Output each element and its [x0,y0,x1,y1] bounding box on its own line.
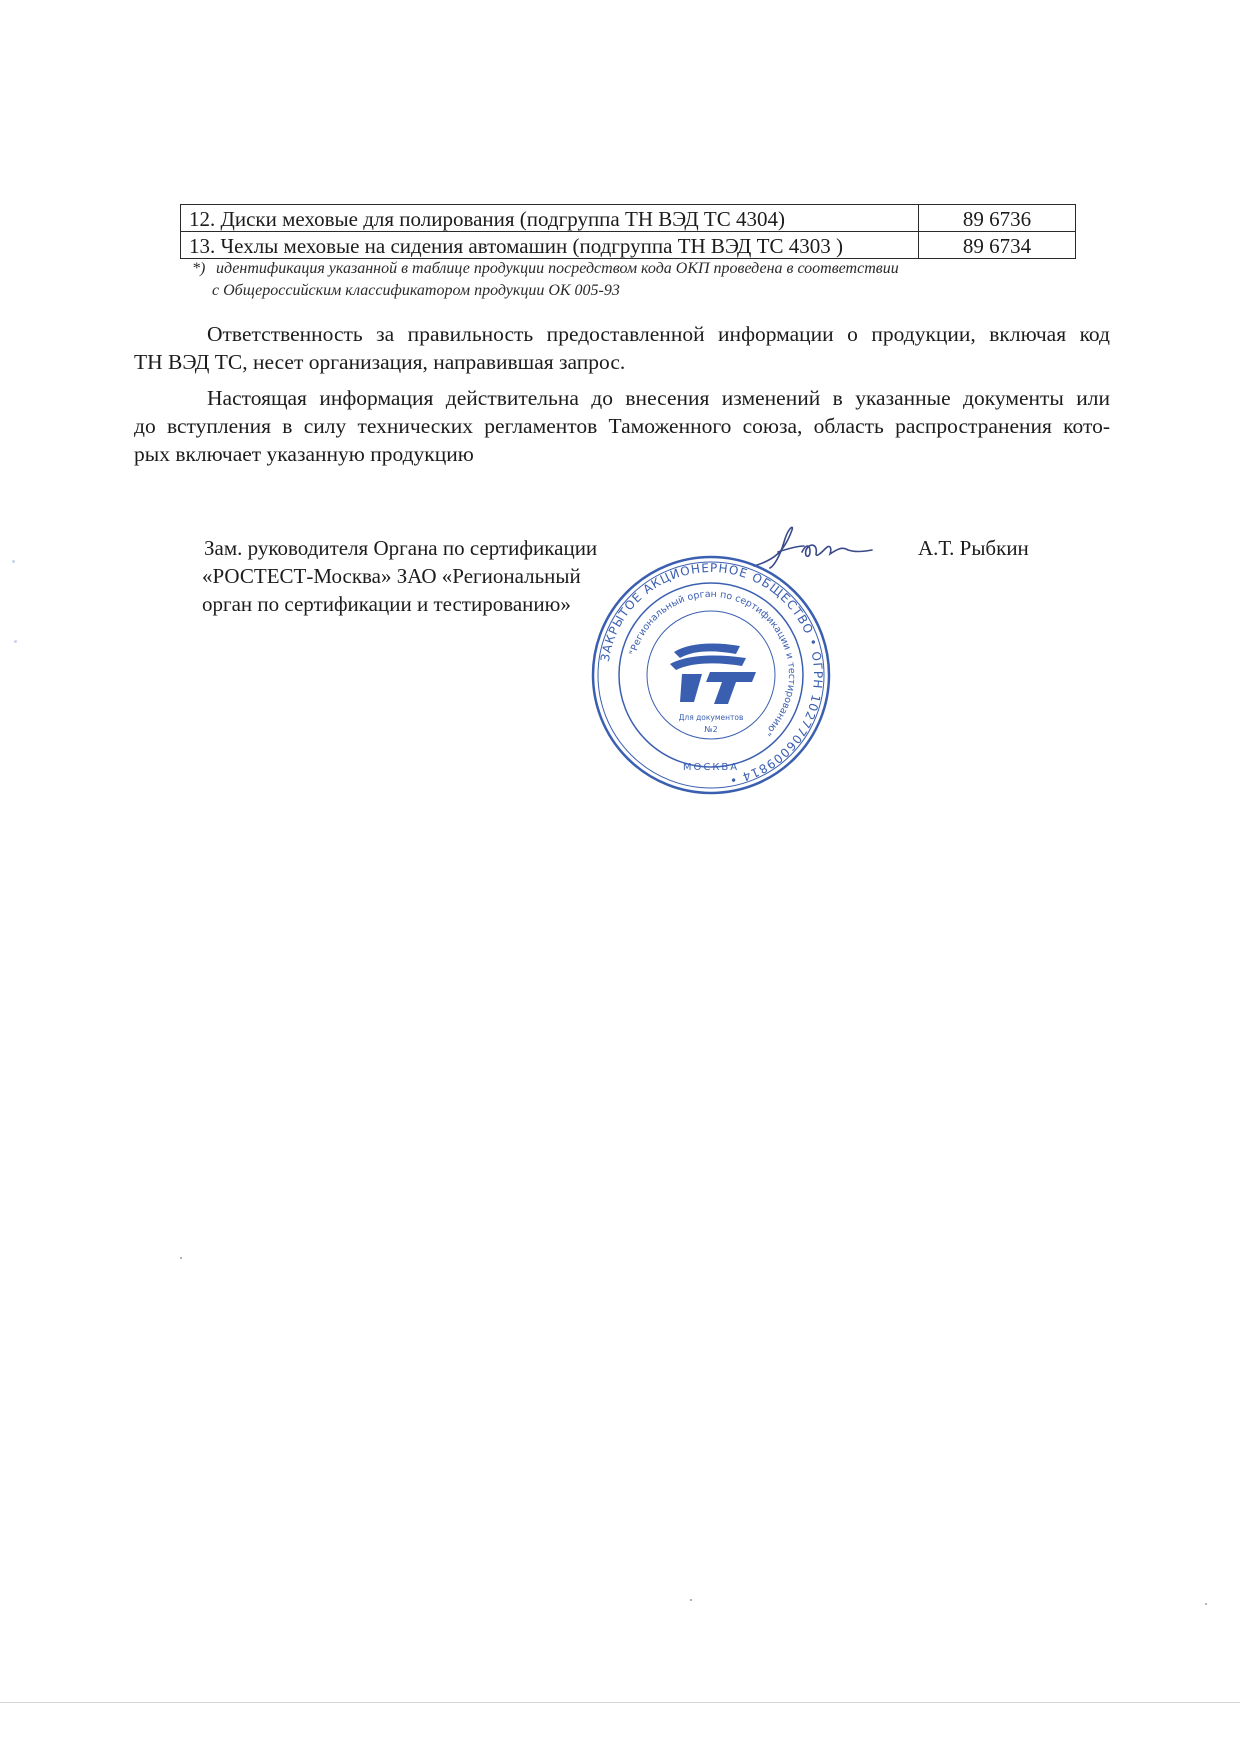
table-row [181,232,1076,259]
official-seal [590,554,832,796]
product-name-cell: 13. Чехлы меховые на сидения автомашин (подгруппа ТН ВЭД ТС 4303 ) [181,232,919,259]
paragraph-line: Настоящая информация действительна до внесения изменений в указанные документы или [207,386,1110,410]
validity-paragraph [134,384,1110,468]
footnote-marker: *) [192,260,206,277]
footnote-line: идентификация указанной в таблице продукции посредством кода ОКП проведена в соответствии [216,260,899,277]
scan-speck [14,640,17,643]
paragraph-line: рых включает указанную продукцию [134,442,474,466]
svg-text:Для документов: Для документов [678,713,744,722]
footnote-line: с Общероссийским классификатором продукции ОК 005-93 [212,282,620,299]
product-code-cell: 89 6736 [919,205,1076,232]
svg-text:"Региональный орган по сертифи: "Региональный орган по сертификации и тестированию" [627,588,798,738]
svg-text:МОСКВА: МОСКВА [682,762,740,773]
scan-speck [12,560,15,563]
svg-text:№2: №2 [704,725,718,734]
table-row [181,205,1076,232]
scan-speck [180,1257,182,1259]
product-name-cell: 12. Диски меховые для полирования (подгруппа ТН ВЭД ТС 4304) [181,205,919,232]
scan-speck [1205,1603,1207,1605]
signer-line: «РОСТЕСТ-Москва» ЗАО «Региональный [202,564,581,588]
products-table [180,204,1076,259]
scan-speck [690,1599,692,1601]
product-code-cell: 89 6734 [919,232,1076,259]
paragraph-line: ТН ВЭД ТС, несет организация, направившая запрос. [134,350,626,374]
signer-position [202,534,597,618]
paragraph-line: до вступления в силу технических регламентов Таможенного союза, область распространения кото- [134,414,1110,438]
paragraph-line: Ответственность за правильность предоставленной информации о продукции, включая код [207,322,1110,346]
svg-text:ЗАКРЫТОЕ АКЦИОНЕРНОЕ ОБЩЕСТВО: ЗАКРЫТОЕ АКЦИОНЕРНОЕ ОБЩЕСТВО • ОГРН 1027706009814 • [597,560,826,788]
signer-name: А.Т. Рыбкин [918,536,1029,560]
signer-line: Зам. руководителя Органа по сертификации [204,536,598,560]
scan-edge [0,1702,1240,1703]
table-footnote [192,258,1072,302]
signer-line: орган по сертификации и тестированию» [202,592,571,616]
responsibility-paragraph [134,320,1110,376]
